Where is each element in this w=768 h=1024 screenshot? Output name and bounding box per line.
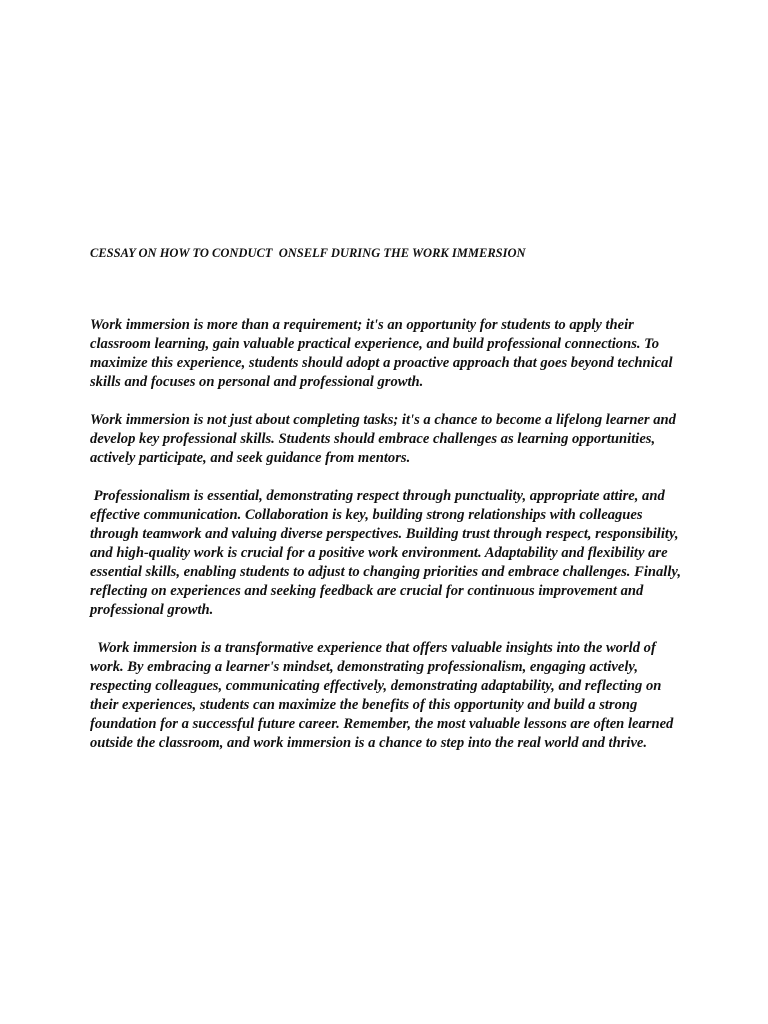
paragraph-4: Work immersion is a transformative experience that offers valuable insights into the world of work. By embracing a learner's mindset, demonstrating professionalism, engaging actively, respecting colleagues, communicating effectively, demonstrating adaptability, and reflecting on their experiences, students can maximize the benefits of this opportunity and build a strong foundation for a successful future career. Remember, the most valuable lessons are often learned outside the classroom, and work immersion is a chance to step into the real world and thrive. xyxy=(90,640,678,751)
essay-body xyxy=(90,316,685,772)
paragraph-1: Work immersion is more than a requirement; it's an opportunity for students to apply their classroom learning, gain valuable practical experience, and build professional connections. To maximize this experience, students should adopt a proactive approach that goes beyond technical skills and focuses on personal and professional growth. xyxy=(90,317,677,390)
paragraph-3: Professionalism is essential, demonstrating respect through punctuality, appropriate attire, and effective communication. Collaboration is key, building strong relationships with colleagues through teamwork and valuing diverse perspectives. Building trust through respect, responsibility, and high-quality work is crucial for a positive work environment. Adaptability and flexibility are essential skills, enabling students to adjust to changing priorities and embrace challenges. Finally, reflecting on experiences and seeking feedback are crucial for continuous improvement and professional growth. xyxy=(90,488,685,618)
essay-title: CESSAY ON HOW TO CONDUCT ONSELF DURING THE WORK IMMERSION xyxy=(90,246,526,260)
paragraph-2: Work immersion is not just about completing tasks; it's a chance to become a lifelong learner and develop key professional skills. Students should embrace challenges as learning opportunities, actively participate, and seek guidance from mentors. xyxy=(90,412,680,466)
